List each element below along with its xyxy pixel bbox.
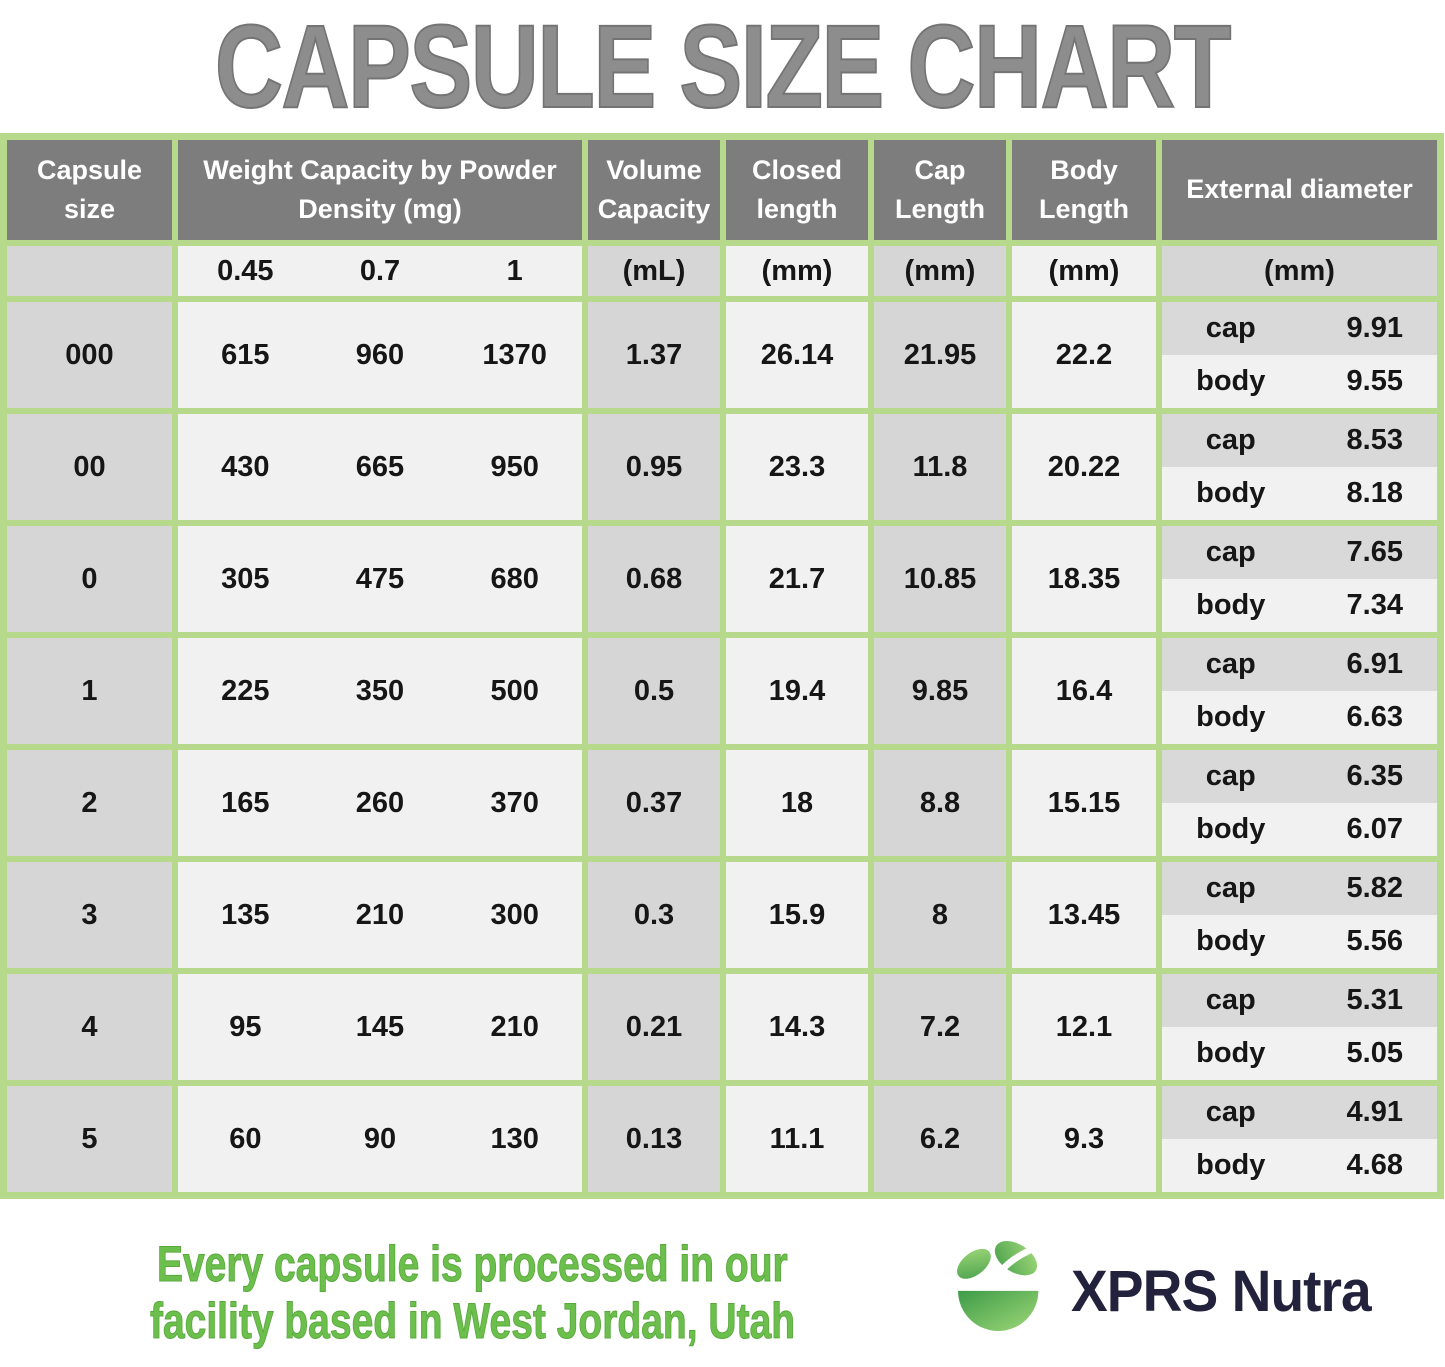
volume-cell: 0.5 [588, 638, 720, 744]
ext-body-value: 9.55 [1346, 365, 1403, 397]
ext-body-value: 5.05 [1346, 1037, 1403, 1069]
cap-length-cell: 21.95 [874, 302, 1006, 408]
volume-cell: 0.21 [588, 974, 720, 1080]
weight-07: 665 [355, 450, 405, 483]
ext-cap-row [1162, 526, 1437, 579]
body-length-cell: 22.2 [1012, 302, 1156, 408]
col-header-volume-capacity: Volume Capacity [588, 140, 720, 240]
ext-cap-label: cap [1205, 872, 1256, 904]
weight-045: 615 [221, 338, 270, 371]
weight-07: 90 [363, 1122, 397, 1155]
body-length-cell: 13.45 [1012, 862, 1156, 968]
facility-tagline [0, 1218, 945, 1350]
ext-cap-row [1162, 750, 1437, 803]
ext-cap-value: 6.91 [1346, 648, 1403, 680]
ext-body-row [1162, 1027, 1437, 1080]
weight-07: 960 [355, 338, 405, 371]
weight-1: 210 [490, 1010, 539, 1043]
closed-length-cell: 11.1 [726, 1086, 868, 1192]
body-length-cell: 15.15 [1012, 750, 1156, 856]
volume-cell: 1.37 [588, 302, 720, 408]
footer [0, 1201, 1445, 1367]
unit-density-07: 0.7 [359, 254, 401, 287]
weight-1: 130 [490, 1122, 539, 1155]
weight-cell [178, 638, 582, 744]
ext-body-value: 4.68 [1346, 1149, 1403, 1181]
external-diameter-cell [1162, 414, 1437, 520]
external-diameter-cell [1162, 862, 1437, 968]
ext-body-value: 6.63 [1346, 701, 1403, 733]
weight-07: 145 [355, 1010, 405, 1043]
weight-cell [178, 750, 582, 856]
weight-045: 60 [229, 1122, 262, 1155]
volume-cell: 0.3 [588, 862, 720, 968]
weight-045: 430 [221, 450, 270, 483]
brand-logo [945, 1219, 1387, 1350]
weight-1: 300 [490, 898, 539, 931]
volume-cell: 0.68 [588, 526, 720, 632]
unit-capsule-size-empty [7, 246, 172, 296]
ext-body-row [1162, 915, 1437, 968]
size-cell: 000 [7, 302, 172, 408]
size-cell: 4 [7, 974, 172, 1080]
ext-cap-value: 6.35 [1346, 760, 1403, 792]
ext-cap-label: cap [1205, 1096, 1256, 1128]
size-cell: 2 [7, 750, 172, 856]
brand-name: XPRS Nutra [1071, 1258, 1371, 1324]
ext-body-label: body [1196, 477, 1266, 509]
weight-cell [178, 862, 582, 968]
ext-body-value: 5.56 [1346, 925, 1403, 957]
ext-cap-row [1162, 974, 1437, 1027]
ext-body-row [1162, 803, 1437, 856]
closed-length-cell: 19.4 [726, 638, 868, 744]
weight-045: 225 [221, 674, 270, 707]
size-cell: 00 [7, 414, 172, 520]
external-diameter-cell [1162, 302, 1437, 408]
cap-length-cell: 8.8 [874, 750, 1006, 856]
ext-cap-label: cap [1205, 648, 1256, 680]
col-header-external-diameter: External diameter [1162, 140, 1437, 240]
ext-body-row [1162, 355, 1437, 408]
col-header-weight-capacity: Weight Capacity by Powder Density (mg) [178, 140, 582, 240]
closed-length-cell: 18 [726, 750, 868, 856]
body-length-cell: 9.3 [1012, 1086, 1156, 1192]
body-length-cell: 18.35 [1012, 526, 1156, 632]
unit-volume: (mL) [588, 246, 720, 296]
weight-045: 165 [221, 786, 270, 819]
cap-length-cell: 8 [874, 862, 1006, 968]
cap-length-cell: 6.2 [874, 1086, 1006, 1192]
size-cell: 5 [7, 1086, 172, 1192]
ext-cap-label: cap [1205, 536, 1256, 568]
ext-cap-value: 5.31 [1346, 984, 1403, 1016]
closed-length-cell: 15.9 [726, 862, 868, 968]
size-cell: 3 [7, 862, 172, 968]
closed-length-cell: 21.7 [726, 526, 868, 632]
ext-body-label: body [1196, 701, 1266, 733]
closed-length-cell: 23.3 [726, 414, 868, 520]
cap-length-cell: 11.8 [874, 414, 1006, 520]
unit-external-diameter: (mm) [1162, 246, 1437, 296]
weight-cell [178, 1086, 582, 1192]
closed-length-cell: 14.3 [726, 974, 868, 1080]
unit-closed-length: (mm) [726, 246, 868, 296]
ext-cap-label: cap [1205, 312, 1256, 344]
ext-cap-value: 9.91 [1346, 312, 1403, 344]
weight-045: 135 [221, 898, 270, 931]
col-header-cap-length: Cap Length [874, 140, 1006, 240]
ext-cap-value: 7.65 [1346, 536, 1403, 568]
ext-body-label: body [1196, 589, 1266, 621]
ext-body-value: 7.34 [1346, 589, 1403, 621]
volume-cell: 0.95 [588, 414, 720, 520]
page-title: CAPSULE SIZE CHART [215, 0, 1230, 133]
weight-cell [178, 974, 582, 1080]
ext-cap-label: cap [1205, 424, 1256, 456]
title-bar [0, 0, 1445, 133]
ext-body-row [1162, 691, 1437, 744]
cap-length-cell: 9.85 [874, 638, 1006, 744]
col-header-closed-length: Closed length [726, 140, 868, 240]
weight-1: 680 [490, 562, 539, 595]
ext-cap-row [1162, 862, 1437, 915]
unit-density-1: 1 [506, 254, 523, 287]
ext-body-row [1162, 579, 1437, 632]
external-diameter-cell [1162, 638, 1437, 744]
body-length-cell: 12.1 [1012, 974, 1156, 1080]
unit-density-045: 0.45 [217, 254, 274, 287]
col-header-body-length: Body Length [1012, 140, 1156, 240]
ext-cap-label: cap [1205, 984, 1256, 1016]
external-diameter-cell [1162, 1086, 1437, 1192]
tagline-line-1: Every capsule is processed in our [157, 1236, 788, 1292]
ext-cap-value: 4.91 [1346, 1096, 1403, 1128]
tagline-line-2: facility based in West Jordan, Utah [149, 1293, 796, 1349]
ext-cap-row [1162, 302, 1437, 355]
volume-cell: 0.13 [588, 1086, 720, 1192]
unit-densities [178, 246, 582, 296]
weight-cell [178, 414, 582, 520]
weight-1: 1370 [482, 338, 547, 371]
ext-cap-row [1162, 638, 1437, 691]
external-diameter-cell [1162, 750, 1437, 856]
ext-body-row [1162, 467, 1437, 520]
weight-07: 260 [355, 786, 405, 819]
weight-07: 475 [355, 562, 405, 595]
weight-07: 350 [355, 674, 405, 707]
size-cell: 1 [7, 638, 172, 744]
ext-cap-row [1162, 1086, 1437, 1139]
ext-cap-label: cap [1205, 760, 1256, 792]
ext-body-label: body [1196, 813, 1266, 845]
col-header-capsule-size: Capsule size [7, 140, 172, 240]
ext-cap-value: 8.53 [1346, 424, 1403, 456]
ext-body-label: body [1196, 365, 1266, 397]
unit-body-length: (mm) [1012, 246, 1156, 296]
capsule-size-table [0, 133, 1444, 1199]
weight-cell [178, 302, 582, 408]
body-length-cell: 16.4 [1012, 638, 1156, 744]
ext-body-value: 6.07 [1346, 813, 1403, 845]
ext-body-label: body [1196, 925, 1266, 957]
weight-045: 305 [221, 562, 270, 595]
volume-cell: 0.37 [588, 750, 720, 856]
weight-1: 950 [490, 450, 539, 483]
ext-body-label: body [1196, 1149, 1266, 1181]
weight-1: 370 [490, 786, 539, 819]
ext-body-value: 8.18 [1346, 477, 1403, 509]
cap-length-cell: 7.2 [874, 974, 1006, 1080]
cap-length-cell: 10.85 [874, 526, 1006, 632]
weight-1: 500 [490, 674, 539, 707]
closed-length-cell: 26.14 [726, 302, 868, 408]
ext-body-label: body [1196, 1037, 1266, 1069]
size-cell: 0 [7, 526, 172, 632]
body-length-cell: 20.22 [1012, 414, 1156, 520]
external-diameter-cell [1162, 526, 1437, 632]
ext-cap-row [1162, 414, 1437, 467]
mortar-leaves-icon [945, 1233, 1057, 1350]
weight-07: 210 [355, 898, 405, 931]
unit-cap-length: (mm) [874, 246, 1006, 296]
weight-cell [178, 526, 582, 632]
weight-045: 95 [229, 1010, 262, 1043]
external-diameter-cell [1162, 974, 1437, 1080]
ext-body-row [1162, 1139, 1437, 1192]
ext-cap-value: 5.82 [1346, 872, 1403, 904]
